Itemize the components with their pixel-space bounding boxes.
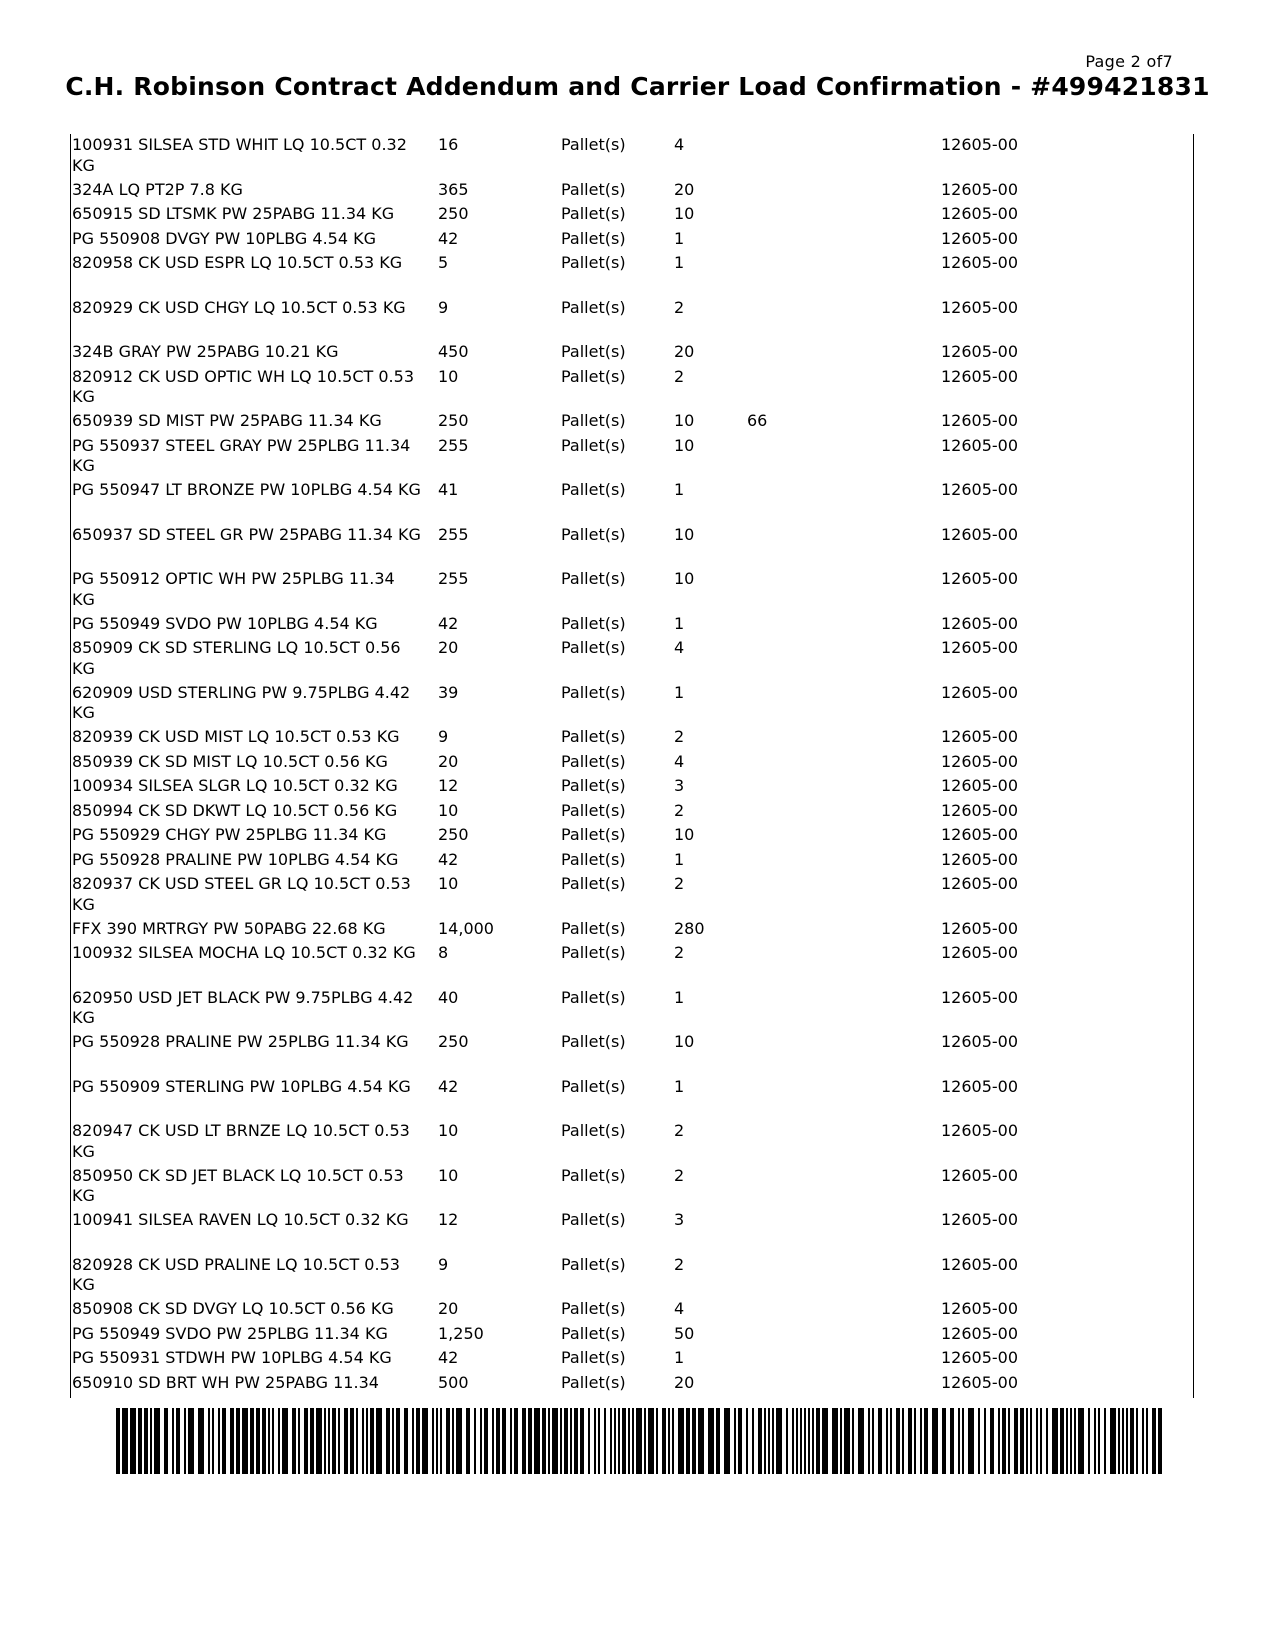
item-pallets: 2 (674, 874, 685, 893)
item-description: 850909 CK SD STERLING LQ 10.5CT 0.56 KG (72, 638, 401, 678)
item-code: 12605-00 (941, 228, 1019, 248)
table-row (71, 850, 1193, 875)
item-unit: Pallet(s) (561, 849, 626, 869)
table-row (71, 480, 1193, 525)
item-unit: Pallet(s) (561, 1372, 626, 1392)
item-quantity: 12 (438, 1210, 459, 1229)
item-pallets: 280 (674, 918, 705, 938)
item-unit: Pallet(s) (561, 751, 626, 771)
item-unit: Pallet(s) (561, 1323, 626, 1343)
item-pallets: 20 (674, 179, 695, 199)
item-unit: Pallet(s) (561, 480, 626, 499)
item-code: 12605-00 (941, 1210, 1019, 1229)
table-row (71, 825, 1193, 850)
item-description: 650915 SD LTSMK PW 25PABG 11.34 KG (72, 204, 395, 223)
table-row (71, 683, 1193, 728)
item-pallets: 10 (674, 411, 695, 430)
item-description: 820958 CK USD ESPR LQ 10.5CT 0.53 KG (72, 253, 403, 272)
table-row (71, 135, 1193, 180)
item-unit: Pallet(s) (561, 918, 626, 938)
item-pallets: 2 (674, 1165, 685, 1185)
table-row (71, 776, 1193, 801)
item-code: 12605-00 (941, 524, 1019, 544)
item-description: 850908 CK SD DVGY LQ 10.5CT 0.56 KG (72, 1299, 394, 1318)
item-quantity: 365 (438, 179, 469, 199)
page-number: Page 2 of7 (1085, 52, 1173, 71)
item-quantity: 250 (438, 825, 469, 844)
item-code: 12605-00 (941, 342, 1019, 361)
item-unit: Pallet(s) (561, 800, 626, 820)
table-row (71, 919, 1193, 944)
item-unit: Pallet(s) (561, 411, 626, 430)
item-pallets: 20 (674, 342, 695, 361)
item-quantity: 14,000 (438, 918, 494, 938)
document-title: C.H. Robinson Contract Addendum and Carrier Load Confirmation - #499421831 (65, 72, 1210, 101)
table-row (71, 943, 1193, 988)
item-code: 12605-00 (941, 987, 1019, 1007)
item-pallets: 1 (674, 682, 685, 702)
item-quantity: 10 (438, 874, 459, 893)
table-row (71, 367, 1193, 412)
item-pieces: 66 (747, 411, 768, 430)
item-unit: Pallet(s) (561, 1165, 626, 1185)
item-quantity: 9 (438, 297, 449, 317)
item-pallets: 10 (674, 524, 695, 544)
item-pallets: 10 (674, 435, 695, 455)
item-code: 12605-00 (941, 569, 1019, 588)
item-unit: Pallet(s) (561, 204, 626, 223)
commodity-table (70, 134, 1194, 1398)
item-unit: Pallet(s) (561, 1076, 626, 1096)
commodity-rows (71, 135, 1193, 1397)
item-quantity: 5 (438, 253, 449, 272)
item-code: 12605-00 (941, 638, 1019, 657)
item-quantity: 16 (438, 135, 459, 154)
item-description: 650939 SD MIST PW 25PABG 11.34 KG (72, 411, 382, 430)
item-code: 12605-00 (941, 179, 1019, 199)
item-code: 12605-00 (941, 1323, 1019, 1343)
item-unit: Pallet(s) (561, 1121, 626, 1140)
item-code: 12605-00 (941, 411, 1019, 430)
item-code: 12605-00 (941, 727, 1019, 746)
item-quantity: 8 (438, 943, 449, 962)
item-quantity: 1,250 (438, 1323, 484, 1343)
item-pallets: 4 (674, 135, 685, 154)
item-description: 850950 CK SD JET BLACK LQ 10.5CT 0.53 KG (72, 1165, 404, 1205)
item-unit: Pallet(s) (561, 135, 626, 154)
item-quantity: 250 (438, 411, 469, 430)
item-pallets: 2 (674, 1254, 685, 1274)
item-description: 100932 SILSEA MOCHA LQ 10.5CT 0.32 KG (72, 943, 416, 962)
item-description: 324B GRAY PW 25PABG 10.21 KG (72, 342, 339, 361)
item-description: PG 550929 CHGY PW 25PLBG 11.34 KG (72, 825, 387, 844)
item-code: 12605-00 (941, 297, 1019, 317)
item-quantity: 255 (438, 524, 469, 544)
item-code: 12605-00 (941, 135, 1019, 154)
item-pallets: 2 (674, 943, 685, 962)
table-row (71, 874, 1193, 919)
item-code: 12605-00 (941, 849, 1019, 869)
item-code: 12605-00 (941, 918, 1019, 938)
table-row (71, 229, 1193, 254)
item-unit: Pallet(s) (561, 569, 626, 588)
item-pallets: 1 (674, 849, 685, 869)
item-unit: Pallet(s) (561, 1299, 626, 1318)
item-unit: Pallet(s) (561, 435, 626, 455)
item-pallets: 2 (674, 727, 685, 746)
item-code: 12605-00 (941, 1165, 1019, 1185)
item-quantity: 20 (438, 638, 459, 657)
table-row (71, 525, 1193, 570)
item-unit: Pallet(s) (561, 825, 626, 844)
table-row (71, 727, 1193, 752)
item-unit: Pallet(s) (561, 179, 626, 199)
item-pallets: 2 (674, 800, 685, 820)
item-code: 12605-00 (941, 1121, 1019, 1140)
item-pallets: 1 (674, 1348, 685, 1367)
item-quantity: 10 (438, 1121, 459, 1140)
item-quantity: 500 (438, 1372, 469, 1392)
item-code: 12605-00 (941, 1032, 1019, 1051)
item-description: 324A LQ PT2P 7.8 KG (72, 179, 243, 199)
item-quantity: 250 (438, 1032, 469, 1051)
item-quantity: 9 (438, 727, 449, 746)
item-pallets: 1 (674, 1076, 685, 1096)
item-quantity: 42 (438, 1076, 459, 1096)
item-quantity: 250 (438, 204, 469, 223)
item-quantity: 20 (438, 751, 459, 771)
barcode-image (116, 1408, 1164, 1474)
item-description: 820937 CK USD STEEL GR LQ 10.5CT 0.53 KG (72, 874, 411, 914)
item-pallets: 4 (674, 1299, 685, 1318)
table-row (71, 342, 1193, 367)
item-pallets: 1 (674, 987, 685, 1007)
item-unit: Pallet(s) (561, 943, 626, 962)
item-description: 820928 CK USD PRALINE LQ 10.5CT 0.53 KG (72, 1254, 400, 1294)
table-row (71, 1299, 1193, 1324)
item-unit: Pallet(s) (561, 727, 626, 746)
item-unit: Pallet(s) (561, 366, 626, 386)
item-description: PG 550909 STERLING PW 10PLBG 4.54 KG (72, 1076, 411, 1096)
item-description: 620909 USD STERLING PW 9.75PLBG 4.42 KG (72, 682, 411, 722)
item-quantity: 41 (438, 480, 459, 499)
table-row (71, 1348, 1193, 1373)
item-unit: Pallet(s) (561, 987, 626, 1007)
item-code: 12605-00 (941, 613, 1019, 633)
item-code: 12605-00 (941, 682, 1019, 702)
item-description: PG 550908 DVGY PW 10PLBG 4.54 KG (72, 228, 376, 248)
table-row (71, 204, 1193, 229)
item-quantity: 255 (438, 569, 469, 588)
table-row (71, 1210, 1193, 1255)
item-code: 12605-00 (941, 825, 1019, 844)
item-code: 12605-00 (941, 751, 1019, 771)
item-unit: Pallet(s) (561, 1210, 626, 1229)
item-pallets: 3 (674, 776, 685, 795)
item-description: 820939 CK USD MIST LQ 10.5CT 0.53 KG (72, 727, 400, 746)
item-unit: Pallet(s) (561, 1032, 626, 1051)
item-quantity: 450 (438, 342, 469, 361)
item-unit: Pallet(s) (561, 638, 626, 657)
item-description: 850939 CK SD MIST LQ 10.5CT 0.56 KG (72, 751, 388, 771)
item-unit: Pallet(s) (561, 682, 626, 702)
item-description: PG 550928 PRALINE PW 10PLBG 4.54 KG (72, 849, 399, 869)
table-row (71, 253, 1193, 298)
table-row (71, 1121, 1193, 1166)
table-row (71, 180, 1193, 205)
item-pallets: 2 (674, 366, 685, 386)
item-unit: Pallet(s) (561, 524, 626, 544)
item-code: 12605-00 (941, 874, 1019, 893)
item-description: 100941 SILSEA RAVEN LQ 10.5CT 0.32 KG (72, 1210, 409, 1229)
item-unit: Pallet(s) (561, 342, 626, 361)
item-code: 12605-00 (941, 366, 1019, 386)
item-pallets: 2 (674, 1121, 685, 1140)
item-description: 820912 CK USD OPTIC WH LQ 10.5CT 0.53 KG (72, 366, 414, 406)
item-description: PG 550931 STDWH PW 10PLBG 4.54 KG (72, 1348, 392, 1367)
table-row (71, 1373, 1193, 1398)
item-pallets: 1 (674, 228, 685, 248)
table-row (71, 1255, 1193, 1300)
item-code: 12605-00 (941, 776, 1019, 795)
item-quantity: 10 (438, 800, 459, 820)
item-pallets: 3 (674, 1210, 685, 1229)
table-row (71, 436, 1193, 481)
item-quantity: 255 (438, 435, 469, 455)
item-description: PG 550949 SVDO PW 25PLBG 11.34 KG (72, 1323, 388, 1343)
item-unit: Pallet(s) (561, 613, 626, 633)
item-code: 12605-00 (941, 943, 1019, 962)
item-pallets: 4 (674, 638, 685, 657)
item-unit: Pallet(s) (561, 1348, 626, 1367)
item-pallets: 1 (674, 613, 685, 633)
item-pallets: 1 (674, 480, 685, 499)
table-row (71, 411, 1193, 436)
item-quantity: 40 (438, 987, 459, 1007)
item-pallets: 20 (674, 1372, 695, 1392)
item-description: 620950 USD JET BLACK PW 9.75PLBG 4.42 KG (72, 987, 414, 1027)
table-row (71, 1324, 1193, 1349)
item-quantity: 39 (438, 682, 459, 702)
table-row (71, 298, 1193, 343)
item-code: 12605-00 (941, 253, 1019, 272)
item-pallets: 4 (674, 751, 685, 771)
item-description: 820947 CK USD LT BRNZE LQ 10.5CT 0.53 KG (72, 1121, 410, 1161)
table-row (71, 1077, 1193, 1122)
item-code: 12605-00 (941, 1372, 1019, 1392)
item-quantity: 42 (438, 1348, 459, 1367)
item-code: 12605-00 (941, 204, 1019, 223)
item-unit: Pallet(s) (561, 874, 626, 893)
table-row (71, 1032, 1193, 1077)
table-row (71, 801, 1193, 826)
item-description: PG 550949 SVDO PW 10PLBG 4.54 KG (72, 613, 378, 633)
item-code: 12605-00 (941, 1254, 1019, 1274)
item-code: 12605-00 (941, 1076, 1019, 1096)
item-description: 650937 SD STEEL GR PW 25PABG 11.34 KG (72, 524, 421, 544)
item-description: FFX 390 MRTRGY PW 50PABG 22.68 KG (72, 918, 386, 938)
item-description: 100931 SILSEA STD WHIT LQ 10.5CT 0.32 KG (72, 135, 407, 175)
item-pallets: 10 (674, 204, 695, 223)
item-quantity: 10 (438, 366, 459, 386)
item-description: 820929 CK USD CHGY LQ 10.5CT 0.53 KG (72, 297, 406, 317)
item-description: PG 550937 STEEL GRAY PW 25PLBG 11.34 KG (72, 435, 411, 475)
item-quantity: 20 (438, 1299, 459, 1318)
item-quantity: 9 (438, 1254, 449, 1274)
table-row (71, 752, 1193, 777)
item-code: 12605-00 (941, 1348, 1019, 1367)
item-quantity: 12 (438, 776, 459, 795)
item-pallets: 10 (674, 825, 695, 844)
item-quantity: 42 (438, 613, 459, 633)
item-description: 650910 SD BRT WH PW 25PABG 11.34 (72, 1372, 379, 1392)
item-unit: Pallet(s) (561, 776, 626, 795)
item-code: 12605-00 (941, 480, 1019, 499)
item-description: PG 550912 OPTIC WH PW 25PLBG 11.34 KG (72, 569, 395, 609)
item-quantity: 42 (438, 849, 459, 869)
item-code: 12605-00 (941, 435, 1019, 455)
table-row (71, 1166, 1193, 1211)
item-description: PG 550928 PRALINE PW 25PLBG 11.34 KG (72, 1032, 409, 1051)
item-unit: Pallet(s) (561, 253, 626, 272)
item-unit: Pallet(s) (561, 297, 626, 317)
item-description: 850994 CK SD DKWT LQ 10.5CT 0.56 KG (72, 800, 398, 820)
table-row (71, 569, 1193, 614)
item-pallets: 10 (674, 1032, 695, 1051)
item-description: PG 550947 LT BRONZE PW 10PLBG 4.54 KG (72, 480, 421, 499)
item-pallets: 50 (674, 1323, 695, 1343)
item-pallets: 10 (674, 569, 695, 588)
table-row (71, 638, 1193, 683)
table-row (71, 614, 1193, 639)
item-pallets: 1 (674, 253, 685, 272)
item-code: 12605-00 (941, 800, 1019, 820)
item-unit: Pallet(s) (561, 228, 626, 248)
item-unit: Pallet(s) (561, 1254, 626, 1274)
table-row (71, 988, 1193, 1033)
item-pallets: 2 (674, 297, 685, 317)
item-description: 100934 SILSEA SLGR LQ 10.5CT 0.32 KG (72, 776, 398, 795)
item-quantity: 42 (438, 228, 459, 248)
item-code: 12605-00 (941, 1299, 1019, 1318)
item-quantity: 10 (438, 1165, 459, 1185)
